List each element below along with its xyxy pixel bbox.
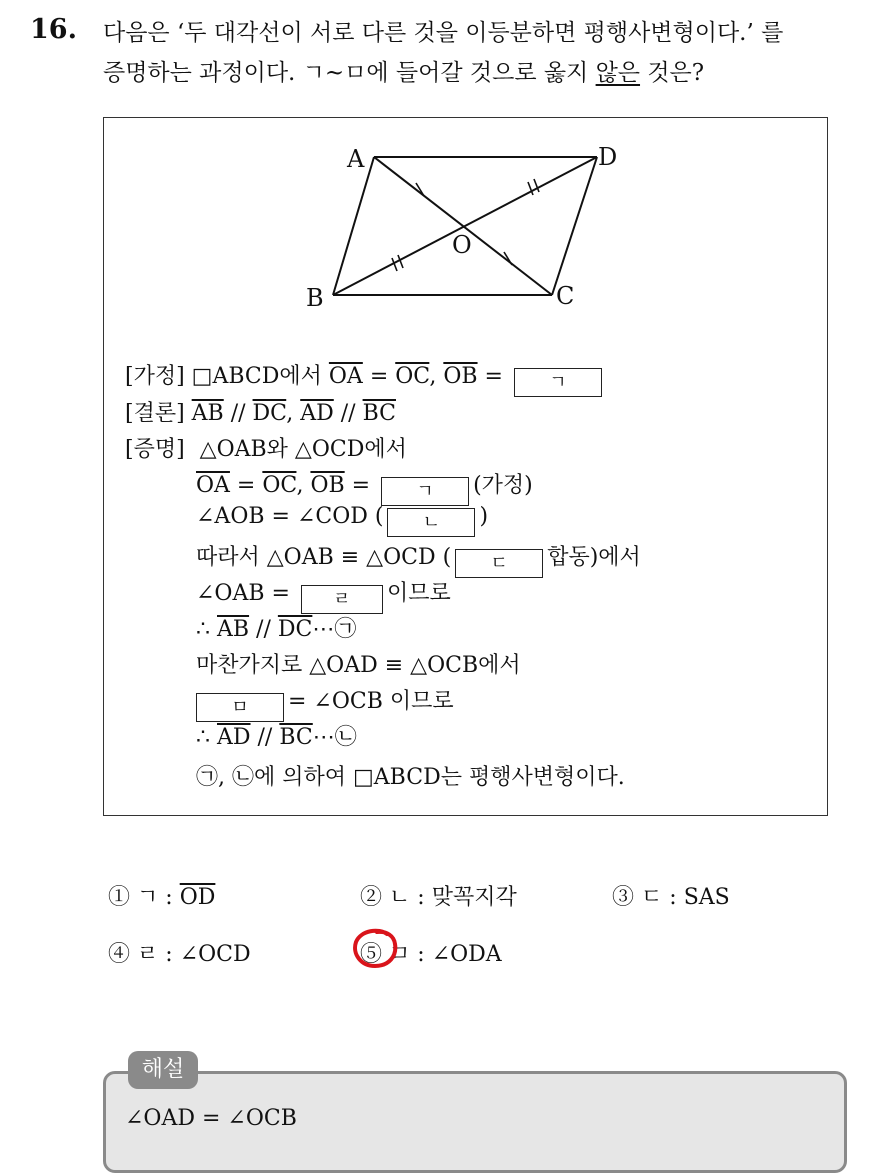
- segment-oc: $\overline{OC}$: [262, 473, 297, 498]
- segment-bc: $\overline{BC}$: [362, 401, 396, 426]
- segment-ad: $\overline{AD}$: [217, 725, 251, 750]
- choice-key: ㅁ: [389, 942, 411, 967]
- text: ∠OAB =: [196, 581, 297, 606]
- vertex-label-o: O: [452, 231, 472, 259]
- therefore-sign: ∴: [196, 725, 217, 750]
- ref-1: ⋯㉠: [312, 617, 357, 642]
- text: = ∠OCB 이므로: [288, 689, 454, 714]
- question-text-line2: [103, 54, 704, 87]
- choice-sep: :: [410, 885, 432, 910]
- proof-step-4: [196, 576, 451, 614]
- blank-g: ㄱ: [381, 477, 469, 506]
- text: 합동)에서: [547, 545, 641, 570]
- text: ,: [429, 364, 444, 389]
- answer-circle-mark: [351, 926, 401, 970]
- blank-n: ㄴ: [387, 508, 475, 537]
- segment-ab: $\overline{AB}$: [217, 617, 250, 642]
- proof-heading: [125, 432, 407, 463]
- segment-ab: $\overline{AB}$: [191, 401, 224, 426]
- segment-oc: $\overline{OC}$: [395, 364, 430, 389]
- underlined-word: 않은: [595, 60, 641, 86]
- choice-key: ㄱ: [137, 885, 159, 910]
- text: //: [249, 617, 278, 642]
- segment-ad: $\overline{AD}$: [300, 401, 334, 426]
- choice-sep: :: [662, 885, 684, 910]
- therefore-sign: ∴: [196, 617, 217, 642]
- question-text-line1: 다음은 ‘두 대각선이 서로 다른 것을 이등분하면 평행사변형이다.’ 를: [103, 20, 784, 46]
- text: 이므로: [386, 581, 451, 606]
- proof-step-1: [196, 468, 533, 506]
- choice-sep: :: [410, 942, 432, 967]
- assume-note: (가정): [473, 473, 533, 498]
- blank-m: ㅁ: [196, 693, 284, 722]
- segment-bc: $\overline{BC}$: [279, 725, 313, 750]
- text: =: [344, 473, 378, 498]
- text: ㉠, ㉡에 의하여 □ABCD는 평행사변형이다.: [196, 765, 625, 790]
- choice-value: $\overline{OD}$: [179, 885, 216, 910]
- conclusion-tag: [결론]: [125, 401, 185, 426]
- text: □ABCD에서: [191, 364, 329, 389]
- proof-tag: [증명]: [125, 437, 185, 462]
- choice-number: ⑤: [360, 942, 383, 967]
- choice-value: ∠ODA: [431, 942, 502, 967]
- question-text-part: 증명하는 과정이다. ㄱ~ㅁ에 들어갈 것으로 옳지: [103, 60, 596, 86]
- proof-step-5: [196, 612, 356, 643]
- blank-g: ㄱ: [514, 368, 602, 397]
- choice-sep: :: [158, 885, 180, 910]
- choice-key: ㄷ: [641, 885, 663, 910]
- proof-step-6: [196, 648, 521, 679]
- text: //: [333, 401, 363, 426]
- proof-step-7: [192, 684, 454, 722]
- proof-step-3: [196, 540, 641, 578]
- text: 마찬가지로 △OAD ≡ △OCB에서: [196, 653, 521, 678]
- diagonal-bd: [333, 157, 597, 295]
- vertex-label-c: C: [556, 282, 575, 308]
- text: //: [223, 401, 253, 426]
- ref-2: ⋯㉡: [312, 725, 357, 750]
- proof-assumption: [125, 359, 606, 397]
- choice-4[interactable]: [108, 937, 251, 968]
- segment-dc: $\overline{DC}$: [252, 401, 287, 426]
- text: =: [362, 364, 396, 389]
- vertex-label-d: D: [598, 143, 618, 171]
- vertex-label-a: A: [347, 145, 365, 173]
- blank-d: ㄷ: [455, 549, 543, 578]
- choice-key: ㄴ: [389, 885, 411, 910]
- choice-sep: :: [158, 942, 180, 967]
- text: =: [477, 364, 510, 389]
- question-text-part: 것은?: [640, 60, 705, 86]
- text: //: [250, 725, 280, 750]
- segment-oa: $\overline{OA}$: [328, 364, 363, 389]
- choice-2[interactable]: [360, 880, 517, 911]
- parallelogram-figure: [300, 138, 640, 308]
- choice-key: ㄹ: [137, 942, 159, 967]
- choice-value: SAS: [683, 885, 730, 910]
- text: =: [229, 473, 263, 498]
- text: ): [479, 504, 489, 529]
- choice-number: ②: [360, 885, 383, 910]
- proof-step-8: [196, 720, 357, 751]
- segment-ob: $\overline{OB}$: [310, 473, 345, 498]
- side-ab: [333, 157, 374, 295]
- question-number: 16.: [30, 14, 77, 45]
- text: 따라서 △OAB ≡ △OCD (: [196, 545, 452, 570]
- choice-number: ③: [612, 885, 635, 910]
- text: ,: [286, 401, 301, 426]
- segment-ob: $\overline{OB}$: [443, 364, 478, 389]
- proof-intro: △OAB와 △OCD에서: [199, 437, 407, 462]
- text: ,: [296, 473, 311, 498]
- segment-oa: $\overline{OA}$: [196, 473, 230, 498]
- proof-final: [196, 760, 625, 791]
- choice-1[interactable]: [108, 880, 215, 911]
- text: ∠AOB = ∠COD (: [196, 504, 384, 529]
- proof-conclusion: [125, 396, 396, 427]
- proof-step-2: [196, 504, 488, 537]
- explanation-text: ∠OAD = ∠OCB: [125, 1106, 297, 1131]
- vertex-label-b: B: [306, 284, 324, 308]
- choice-number: ④: [108, 942, 131, 967]
- choice-value: 맞꼭지각: [431, 885, 517, 910]
- assume-tag: [가정]: [125, 364, 185, 389]
- choice-number: ①: [108, 885, 131, 910]
- segment-dc: $\overline{DC}$: [277, 617, 313, 642]
- explanation-tag: 해설: [128, 1051, 198, 1089]
- blank-r: ㄹ: [301, 585, 383, 614]
- choice-value: ∠OCD: [179, 942, 251, 967]
- choice-3[interactable]: [612, 880, 730, 911]
